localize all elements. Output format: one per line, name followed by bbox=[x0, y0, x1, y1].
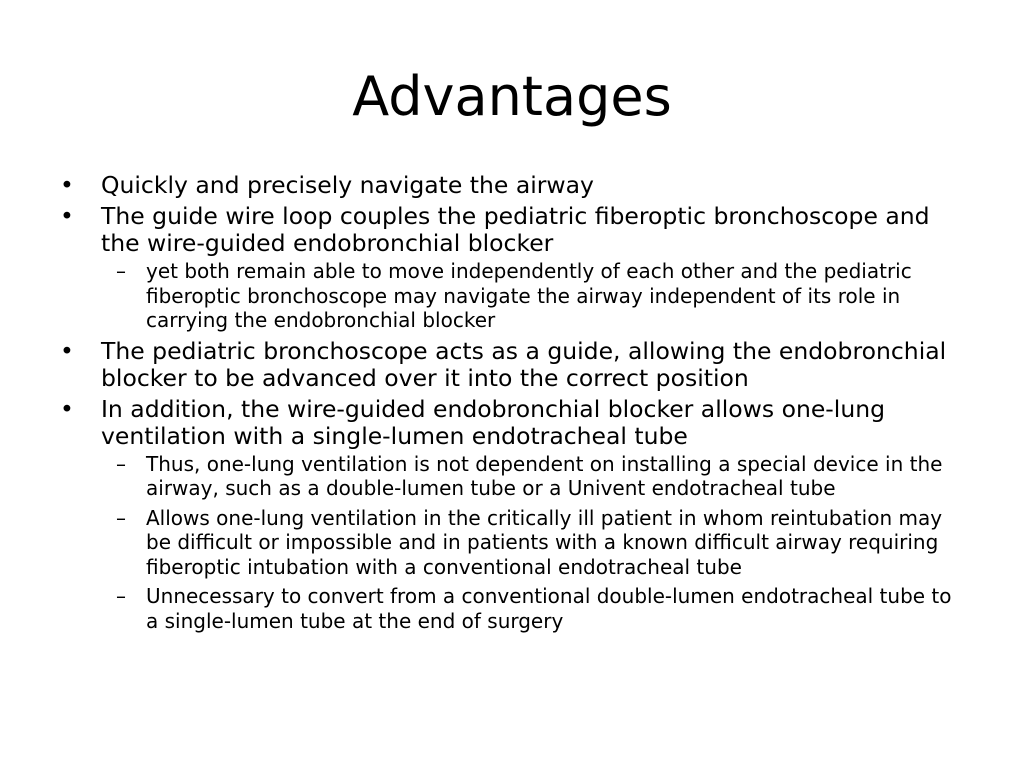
sub-bullet-item bbox=[101, 584, 968, 633]
sub-bullet-marker: – bbox=[116, 505, 126, 530]
sub-bullet-marker: – bbox=[116, 259, 126, 283]
bullet-item bbox=[58, 172, 968, 199]
sub-bullet-list bbox=[101, 259, 968, 333]
bullet-item bbox=[58, 396, 968, 634]
sub-bullet-item bbox=[101, 506, 968, 580]
sub-bullet-text: Unnecessary to convert from a conventional double-lumen endotracheal tube to a single-lumen tube at the end of surgery bbox=[146, 584, 952, 633]
bullet-marker: • bbox=[60, 171, 74, 199]
sub-bullet-list bbox=[101, 452, 968, 634]
slide-title: Advantages bbox=[352, 65, 672, 128]
sub-bullet-text: Allows one-lung ventilation in the critically ill patient in whom reintubation may be difficult or impossible and in patients with a known difficult airway requiring fiberoptic intubation with a conventional endotracheal tube bbox=[146, 505, 943, 579]
bullet-marker: • bbox=[60, 202, 74, 230]
bullet-text: The pediatric bronchoscope acts as a guide, allowing the endobronchial blocker to be advanced over it into the correct position bbox=[101, 336, 947, 392]
sub-bullet-text: Thus, one-lung ventilation is not dependent on installing a special device in the airway, such as a double-lumen tube or a Univent endotracheal tube bbox=[146, 451, 943, 500]
bullet-marker: • bbox=[60, 394, 74, 423]
bullet-text: In addition, the wire-guided endobronchial blocker allows one-lung ventilation with a single-lumen endotracheal tube bbox=[101, 394, 886, 450]
bullet-item bbox=[58, 203, 968, 333]
sub-bullet-marker: – bbox=[116, 451, 126, 476]
sub-bullet-item bbox=[101, 452, 968, 501]
bullet-text: The guide wire loop couples the pediatric fiberoptic bronchoscope and the wire-guided endobronchial blocker bbox=[101, 202, 930, 257]
sub-bullet-text: yet both remain able to move independently of each other and the pediatric fiberoptic bronchoscope may navigate the airway independent of its role in carrying the endobronchial blocker bbox=[146, 259, 912, 332]
bullet-list bbox=[58, 172, 968, 638]
bullet-item bbox=[58, 338, 968, 392]
bullet-marker: • bbox=[60, 336, 74, 365]
bullet-text: Quickly and precisely navigate the airway bbox=[101, 171, 594, 199]
sub-bullet-marker: – bbox=[116, 584, 126, 608]
sub-bullet-item bbox=[101, 259, 968, 333]
